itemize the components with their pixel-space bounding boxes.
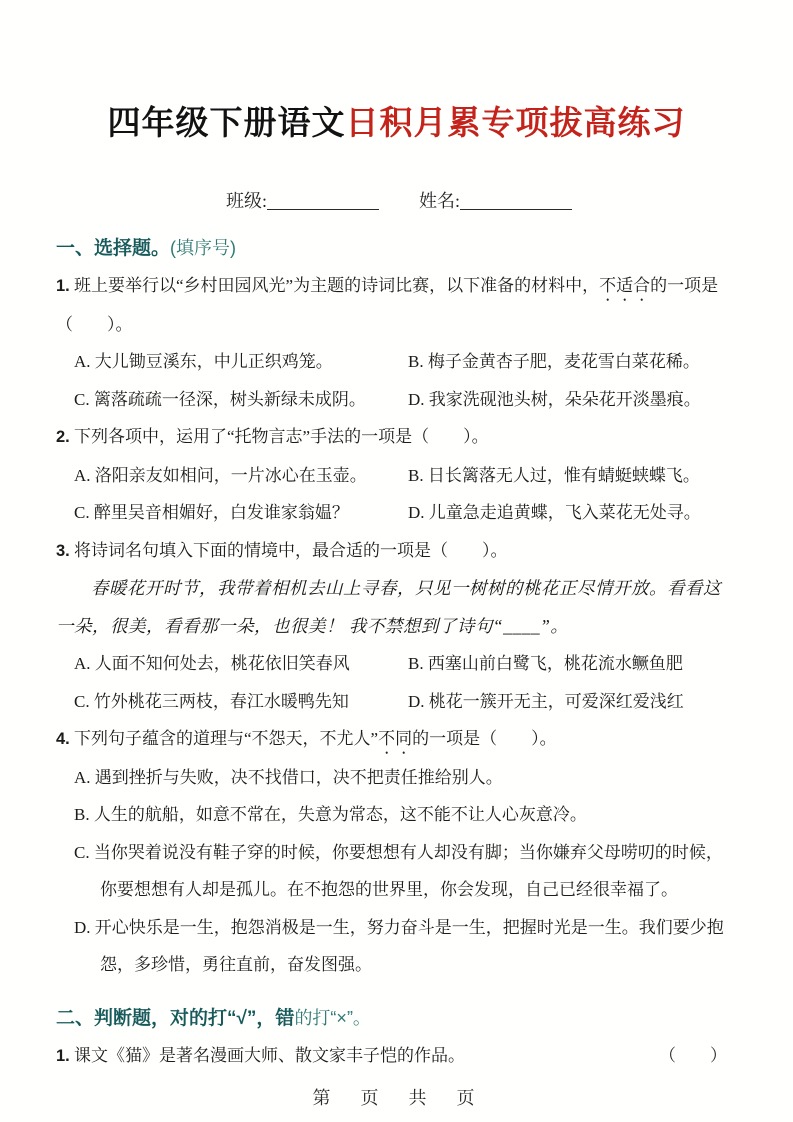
question-3-option-b: B. 西塞山前白鹭飞，桃花流水鳜鱼肥 — [408, 654, 683, 673]
judge-question-1-body: 课文《猫》是著名漫画大师、散文家丰子恺的作品。 — [74, 1045, 466, 1065]
judge-question-1-answer-bracket: （ ） — [659, 1045, 727, 1065]
question-2-option-b: B. 日长篱落无人过，惟有蜻蜓蛱蝶飞。 — [408, 465, 700, 485]
judge-question-1 — [56, 1037, 737, 1076]
question-1-option-b: B. 梅子金黄杏子肥，麦花雪白菜花稀。 — [408, 352, 700, 371]
question-1-emphasis: 不适合 — [599, 276, 651, 295]
title-black-part: 四年级下册语文 — [107, 104, 346, 141]
question-3-passage: 春暖花开时节，我带着相机去山上寻春，只见一树树的桃花正尽情开放。看看这一朵，很美，看看那一朵，也很美！ 我不禁想到了诗句“____”。 — [56, 578, 721, 636]
question-3-options — [56, 645, 737, 720]
question-3-option-a: A. 人面不知何处去，桃花依旧笑春风 — [74, 654, 350, 673]
question-4-option-b: B. 人生的航船，如意不常在，失意为常态，这不能不让人心灰意冷。 — [74, 805, 587, 824]
question-1-option-d: D. 我家洗砚池头树，朵朵花开淡墨痕。 — [408, 389, 701, 409]
question-3-option-d: D. 桃花一簇开无主，可爱深红爱浅红 — [408, 691, 684, 711]
question-1-text-pre: 班上要举行以“乡村田园风光”为主题的诗词比赛，以下准备的材料中， — [74, 276, 600, 295]
question-2-option-a: A. 洛阳亲友如相问，一片冰心在玉壶。 — [74, 465, 367, 485]
question-3-stem — [56, 532, 737, 571]
section1-heading-note: (填序号) — [170, 238, 237, 258]
question-1-number: 1. — [56, 277, 70, 295]
class-blank-line — [267, 191, 379, 210]
section2-heading — [56, 1000, 737, 1037]
name-blank-line — [460, 191, 572, 210]
question-2-number: 2. — [56, 428, 70, 446]
question-3-number: 3. — [56, 541, 70, 560]
section2-heading-bold: 二、判断题，对的打“√”，错 — [56, 1007, 295, 1029]
class-label: 班级: — [226, 191, 268, 211]
question-4-option-d: D. 开心快乐是一生，抱怨消极是一生，努力奋斗是一生，把握时光是一生。我们要少抱怨，多珍惜，勇往直前，奋发图强。 — [74, 917, 724, 974]
question-4-emphasis: 不同 — [378, 729, 413, 748]
question-2-options — [56, 457, 737, 532]
question-4-text-pre: 下列句子蕴含的道理与“不怨天，不尤人” — [74, 729, 379, 748]
question-4-option-a: A. 遇到挫折与失败，决不找借口，决不把责任推给别人。 — [74, 767, 503, 787]
question-4-number: 4. — [56, 730, 70, 748]
page-title — [56, 100, 737, 146]
question-2-option-c: C. 醉里吴音相媚好，白发谁家翁媪？ — [74, 503, 349, 522]
judge-question-1-text — [56, 1037, 465, 1076]
section1-heading — [56, 230, 737, 267]
question-2-text: 下列各项中，运用了“托物言志”手法的一项是（ ）。 — [74, 427, 489, 446]
question-1-option-c: C. 篱落疏疏一径深，树头新绿未成阴。 — [74, 389, 366, 409]
question-4-text-post: 的一项是（ ）。 — [412, 729, 557, 748]
section1-heading-bold: 一、选择题。 — [56, 238, 171, 259]
question-2-option-d: D. 儿童急走追黄蝶，飞入菜花无处寻。 — [408, 503, 701, 522]
question-2-stem — [56, 418, 737, 457]
question-1-option-a: A. 大儿锄豆溪东，中儿正织鸡笼。 — [74, 352, 333, 371]
judge-question-1-number: 1. — [56, 1046, 70, 1065]
student-info-row — [226, 188, 737, 214]
question-3-option-c: C. 竹外桃花三两枝，春江水暖鸭先知 — [74, 691, 349, 711]
question-4-stem — [56, 720, 737, 759]
title-red-part: 日积月累专项拔高练习 — [345, 104, 686, 141]
question-1-stem — [56, 267, 737, 343]
section2-heading-light: 的打“×”。 — [294, 1007, 371, 1028]
question-4-option-c: C. 当你哭着说没有鞋子穿的时候，你要想想有人却没有脚；当你嫌弃父母唠叨的时候，你要想想有人却是孤儿。在不抱怨的世界里，你会发现，自己已经很幸福了。 — [74, 842, 723, 899]
question-3-text: 将诗词名句填入下面的情境中，最合适的一项是（ ）。 — [74, 540, 508, 560]
question-1-text-post: 的一项是（ ）。 — [56, 276, 719, 334]
name-label: 姓名: — [419, 191, 461, 211]
page-footer: 第 页 共 页 — [312, 1088, 481, 1108]
question-1-options — [56, 343, 737, 418]
